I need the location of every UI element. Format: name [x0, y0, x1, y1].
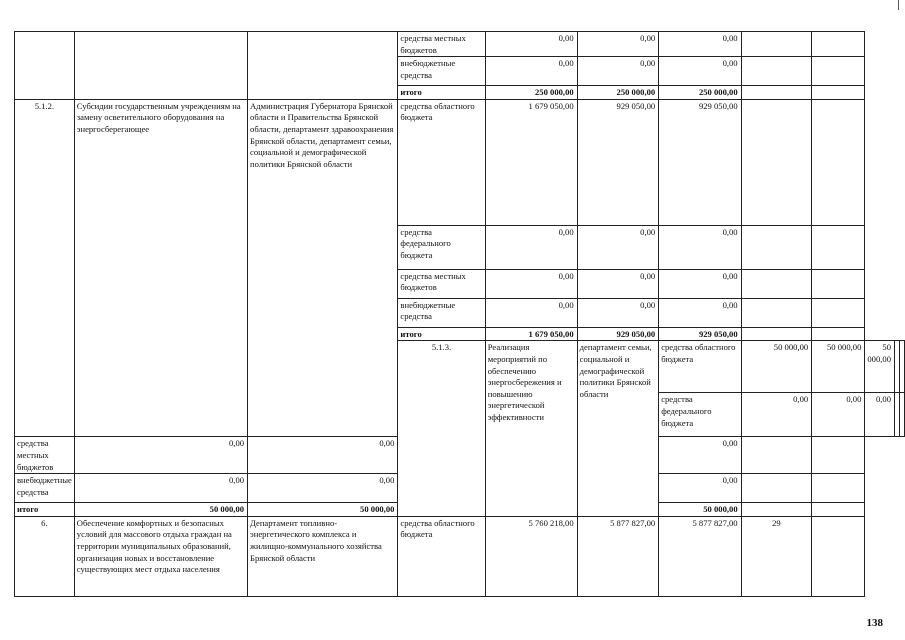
item-name-cell — [74, 32, 247, 100]
funding-source-cell: средства областного бюджета — [659, 341, 741, 393]
blank-cell — [812, 269, 865, 298]
funding-source-cell: средства областного бюджета — [398, 516, 485, 596]
executor-cell: департамент семьи, социальной и демографической политики Брянской области — [577, 341, 659, 516]
amount-cell: 0,00 — [659, 225, 741, 269]
indicator-cell: 29 — [741, 516, 812, 596]
amount-cell: 50 000,00 — [659, 503, 741, 517]
indicator-cell — [741, 503, 812, 517]
amount-cell: 0,00 — [485, 57, 577, 86]
indicator-cell — [741, 86, 812, 100]
amount-cell: 0,00 — [659, 437, 741, 474]
amount-cell: 0,00 — [577, 269, 659, 298]
amount-cell: 0,00 — [485, 225, 577, 269]
table-row — [15, 32, 905, 57]
funding-source-cell: средства местных бюджетов — [398, 32, 485, 57]
amount-cell: 0,00 — [659, 269, 741, 298]
indicator-cell — [741, 99, 812, 225]
amount-cell: 0,00 — [659, 32, 741, 57]
blank-cell — [812, 474, 865, 503]
blank-cell — [812, 516, 865, 596]
funding-source-cell: средства местных бюджетов — [15, 437, 75, 474]
blank-cell — [812, 86, 865, 100]
amount-cell: 929 050,00 — [577, 327, 659, 341]
item-name-cell: Субсидии государственным учреждениям на замену осветительного оборудования на энергосберегающее — [74, 99, 247, 437]
blank-cell — [812, 57, 865, 86]
blank-cell — [900, 341, 905, 393]
blank-cell — [812, 225, 865, 269]
blank-cell — [812, 99, 865, 225]
amount-cell: 5 877 827,00 — [577, 516, 659, 596]
blank-cell — [900, 393, 905, 437]
amount-cell: 0,00 — [812, 393, 865, 437]
amount-cell: 929 050,00 — [577, 99, 659, 225]
amount-cell: 50 000,00 — [865, 341, 895, 393]
indicator-cell — [741, 474, 812, 503]
blank-cell — [812, 32, 865, 57]
budget-table-sheet — [14, 31, 905, 597]
amount-cell: 0,00 — [248, 437, 398, 474]
amount-cell: 0,00 — [577, 298, 659, 327]
amount-cell: 0,00 — [659, 57, 741, 86]
amount-cell: 0,00 — [248, 474, 398, 503]
amount-cell: 0,00 — [865, 393, 895, 437]
amount-cell: 0,00 — [485, 32, 577, 57]
item-name-cell: Реализация мероприятий по обеспечению энергосбережения и повышению энергетической эффективности — [485, 341, 577, 516]
table-row — [15, 99, 905, 225]
funding-source-cell: итого — [15, 503, 75, 517]
indicator-cell — [741, 298, 812, 327]
amount-cell: 1 679 050,00 — [485, 99, 577, 225]
amount-cell: 0,00 — [74, 474, 247, 503]
indicator-cell — [741, 269, 812, 298]
amount-cell: 250 000,00 — [577, 86, 659, 100]
funding-source-cell: средства федерального бюджета — [398, 225, 485, 269]
item-number-cell — [15, 32, 75, 100]
amount-cell: 0,00 — [74, 437, 247, 474]
indicator-cell — [741, 32, 812, 57]
amount-cell: 0,00 — [485, 298, 577, 327]
indicator-cell — [741, 437, 812, 474]
amount-cell: 0,00 — [659, 474, 741, 503]
item-number-cell: 5.1.3. — [398, 341, 485, 516]
indicator-cell — [741, 327, 812, 341]
blank-cell — [812, 437, 865, 474]
amount-cell: 0,00 — [577, 32, 659, 57]
executor-cell — [248, 32, 398, 100]
amount-cell: 929 050,00 — [659, 327, 741, 341]
amount-cell: 0,00 — [485, 269, 577, 298]
funding-source-cell: внебюджетные средства — [15, 474, 75, 503]
amount-cell: 5 760 218,00 — [485, 516, 577, 596]
amount-cell: 0,00 — [741, 393, 812, 437]
blank-cell — [812, 327, 865, 341]
funding-source-cell: итого — [398, 327, 485, 341]
amount-cell: 929 050,00 — [659, 99, 741, 225]
item-number-cell: 6. — [15, 516, 75, 596]
indicator-cell — [741, 57, 812, 86]
blank-cell — [812, 298, 865, 327]
amount-cell: 0,00 — [659, 298, 741, 327]
amount-cell: 0,00 — [577, 57, 659, 86]
amount-cell: 50 000,00 — [741, 341, 812, 393]
funding-source-cell: внебюджетные средства — [398, 298, 485, 327]
amount-cell: 1 679 050,00 — [485, 327, 577, 341]
scan-edge-mark — [898, 0, 899, 10]
item-name-cell: Обеспечение комфортных и безопасных условий для массового отдыха граждан на территории муниципальных образований, организация новых и восстановление существующих мест отдыха населения — [74, 516, 247, 596]
funding-source-cell: средства областного бюджета — [398, 99, 485, 225]
funding-source-cell: средства местных бюджетов — [398, 269, 485, 298]
amount-cell: 5 877 827,00 — [659, 516, 741, 596]
indicator-cell — [741, 225, 812, 269]
funding-source-cell: средства федерального бюджета — [659, 393, 741, 437]
amount-cell: 50 000,00 — [248, 503, 398, 517]
amount-cell: 250 000,00 — [659, 86, 741, 100]
funding-source-cell: итого — [398, 86, 485, 100]
amount-cell: 0,00 — [577, 225, 659, 269]
funding-source-cell: внебюджетные средства — [398, 57, 485, 86]
amount-cell: 50 000,00 — [812, 341, 865, 393]
item-number-cell: 5.1.2. — [15, 99, 75, 437]
page-number: 138 — [866, 617, 883, 629]
executor-cell: Администрация Губернатора Брянской области и Правительства Брянской области, департамент здравоохранения Брянской области, департамент семьи, социальной и демографической политики Брянской области — [248, 99, 398, 437]
executor-cell: Департамент топливно-энергетического комплекса и жилищно-коммунального хозяйства Брянской области — [248, 516, 398, 596]
table-row — [15, 516, 905, 596]
budget-table — [14, 31, 905, 597]
amount-cell: 50 000,00 — [74, 503, 247, 517]
amount-cell: 250 000,00 — [485, 86, 577, 100]
blank-cell — [812, 503, 865, 517]
